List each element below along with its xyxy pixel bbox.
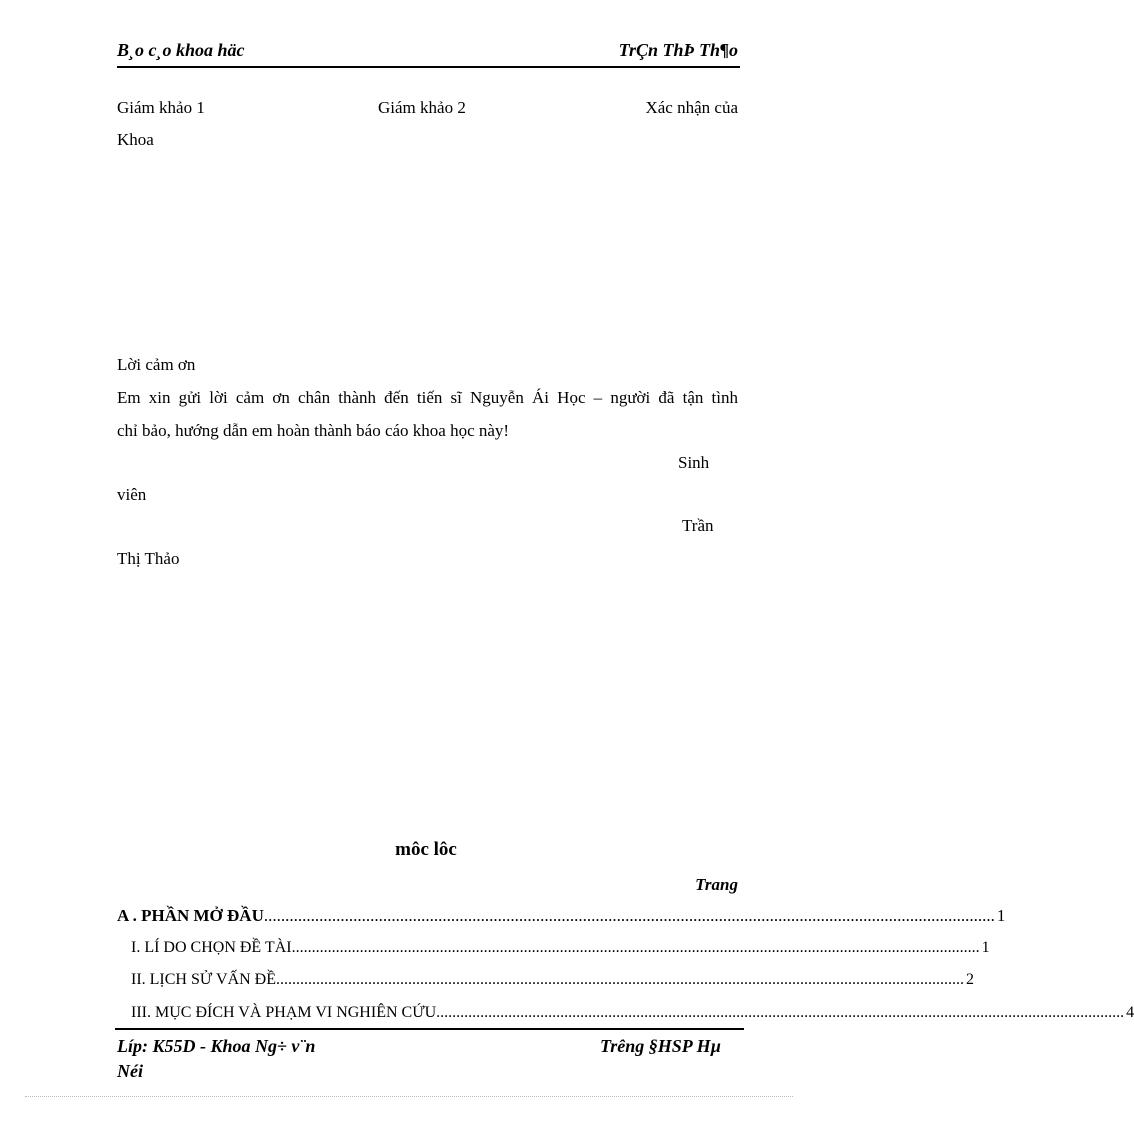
toc-entry-page: 2 — [966, 971, 974, 988]
toc-entry[interactable] — [117, 971, 974, 989]
toc-title: môc lôc — [395, 839, 457, 860]
toc-entry-page: 1 — [981, 939, 990, 956]
toc-entry-page: 1 — [996, 906, 1006, 925]
examiner-2-label: Giám khảo 2 — [378, 98, 466, 117]
toc-entry[interactable] — [117, 906, 1006, 926]
footer-rule — [115, 1028, 744, 1030]
footer-class-info: Líp: K55D - Khoa Ng÷ v¨n — [117, 1036, 316, 1056]
toc-entry-leader: ............................................................................................................................................................................ — [276, 971, 964, 988]
faculty-confirm-label: Xác nhận của — [645, 98, 738, 117]
toc-page-column-label: Trang — [695, 875, 738, 894]
toc-entry[interactable] — [117, 939, 990, 957]
footer-school-name: Trêng §HSP Hµ — [599, 1036, 721, 1056]
signature-role: Sinh — [678, 453, 710, 472]
toc-entry-label: II. LỊCH SỬ VẤN ĐỀ — [131, 971, 276, 988]
toc-entry[interactable] — [117, 1004, 1134, 1022]
signature-name: Trần — [682, 516, 714, 535]
toc-entry-leader: ............................................................................................................................................................................ — [436, 1004, 1125, 1021]
faculty-confirm-label-cont: Khoa — [117, 130, 154, 149]
signature-name-cont: Thị Thảo — [117, 549, 180, 568]
header-right-author: TrÇn ThÞ Th¶o — [618, 40, 738, 60]
examiner-1-label: Giám khảo 1 — [117, 98, 205, 117]
toc-entry-label: I. LÍ DO CHỌN ĐỀ TÀI — [131, 939, 292, 956]
header-rule — [117, 66, 740, 68]
toc-entry-label: III. MỤC ĐÍCH VÀ PHẠM VI NGHIÊN CỨU — [131, 1004, 437, 1021]
toc-entry-page: 4 — [1126, 1004, 1134, 1021]
acknowledgement-line-2: chỉ bảo, hướng dẫn em hoàn thành báo cáo khoa học này! — [117, 421, 510, 440]
toc-entry-leader: ............................................................................................................................................................................ — [263, 906, 995, 925]
acknowledgement-line-1: Em xin gửi lời cảm ơn chân thành đến tiến sĩ Nguyễn Ái Học – người đã tận tình — [117, 388, 738, 407]
header-left-title: B¸o c¸o khoa häc — [117, 40, 245, 60]
signature-role-cont: viên — [117, 485, 147, 504]
acknowledgement-title: Lời cảm ơn — [117, 355, 196, 374]
toc-entry-leader: ............................................................................................................................................................................ — [291, 939, 980, 956]
toc-entry-label: A . PHẦN MỞ ĐẦU — [117, 906, 264, 925]
footer-class-info-cont: Néi — [117, 1061, 143, 1081]
page-bottom-border — [25, 1096, 793, 1097]
